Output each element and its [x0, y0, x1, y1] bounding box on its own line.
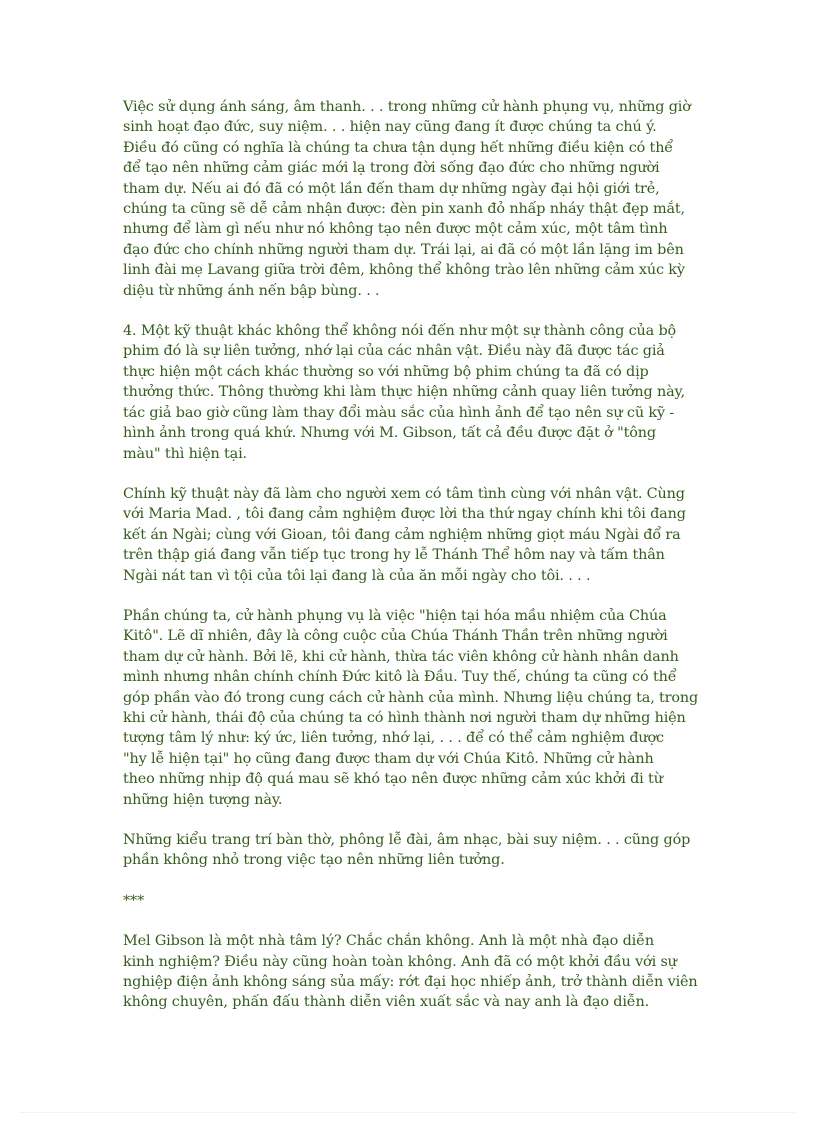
text-line: Việc sử dụng ánh sáng, âm thanh. . . trong những cử hành phụng vụ, những giờ	[123, 99, 691, 115]
text-line: phim đó là sự liên tưởng, nhớ lại của các nhân vật. Điều này đã được tác giả	[123, 343, 665, 360]
text-line: diệu từ những ánh nến bập bùng. . .	[123, 282, 380, 299]
text-line: Điều đó cũng có nghĩa là chúng ta chưa tận dụng hết những điều kiện có thể	[123, 139, 674, 156]
text-line: Ngài nát tan vì tội của tôi lại đang là của ăn mỗi ngày cho tôi. . . .	[123, 567, 591, 584]
paragraph-lighting-sound	[123, 97, 703, 301]
text-line: sinh hoạt đạo đức, suy niệm. . . hiện nay cũng đang ít được chúng ta chú ý.	[123, 119, 657, 136]
paragraph-viewer-empathy	[123, 484, 703, 586]
text-line: 4. Một kỹ thuật khác không thể không nói đến như một sự thành công của bộ	[123, 323, 677, 340]
text-line: đạo đức cho chính những người tham dự. Trái lại, ai đã có một lần lặng im bên	[123, 241, 684, 258]
text-line: Những kiểu trang trí bàn thờ, phông lễ đài, âm nhạc, bài suy niệm. . . cũng góp	[123, 832, 691, 848]
document-body	[123, 97, 703, 1033]
text-line: hình ảnh trong quá khứ. Nhưng với M. Gibson, tất cả đều được đặt ở "tông	[123, 425, 656, 442]
text-line: Chính kỹ thuật này đã làm cho người xem có tâm tình cùng với nhân vật. Cùng	[123, 485, 685, 502]
text-line: theo những nhịp độ quá mau sẽ khó tạo nên được những cảm xúc khởi đi từ	[123, 771, 663, 788]
paragraph-decoration	[123, 830, 703, 871]
text-line: mình nhưng nhân chính chính Đức kitô là Đầu. Tuy thế, chúng ta cũng có thể	[123, 669, 677, 686]
text-line: những hiện tượng này.	[123, 791, 283, 808]
text-line: màu" thì hiện tại.	[123, 445, 247, 462]
page-bottom-divider	[20, 1112, 796, 1113]
text-line: khi cử hành, thái độ của chúng ta có hình thành nơi người tham dự những hiện	[123, 709, 686, 726]
paragraph-technique-association	[123, 321, 703, 464]
text-line: Mel Gibson là một nhà tâm lý? Chắc chắn không. Anh là một nhà đạo diễn	[123, 933, 654, 950]
text-line: kinh nghiệm? Điều này cũng hoàn toàn không. Anh đã có một khởi đầu với sự	[123, 953, 677, 970]
paragraph-liturgy	[123, 606, 703, 810]
text-line: tác giả bao giờ cũng làm thay đổi màu sắc của hình ảnh để tạo nên sự cũ kỹ -	[123, 404, 675, 421]
text-line: nghiệp điện ảnh không sáng sủa mấy: rớt đại học nhiếp ảnh, trở thành diễn viên	[123, 974, 698, 991]
text-line: nhưng để làm gì nếu như nó không tạo nên được một cảm xúc, một tâm tình	[123, 221, 668, 238]
text-line: để tạo nên những cảm giác mới lạ trong đời sống đạo đức cho những người	[123, 160, 660, 177]
text-line: "hy lễ hiện tại" họ cũng đang được tham dự với Chúa Kitô. Những cử hành	[123, 750, 654, 767]
text-line: Kitô". Lẽ dĩ nhiên, đây là công cuộc của Chúa Thánh Thần trên những người	[123, 628, 668, 645]
text-line: chúng ta cũng sẽ dễ cảm nhận được: đèn pin xanh đỏ nhấp nháy thật đẹp mắt,	[123, 201, 685, 218]
text-line: góp phần vào đó trong cung cách cử hành của mình. Nhưng liệu chúng ta, trong	[123, 689, 699, 706]
text-line: phần không nhỏ trong việc tạo nên những liên tưởng.	[123, 852, 505, 869]
text-line: linh đài mẹ Lavang giữa trời đêm, không thể không trào lên những cảm xúc kỳ	[123, 262, 685, 279]
text-line: trên thập giá đang vẫn tiếp tục trong hy lễ Thánh Thể hôm nay và tấm thân	[123, 547, 665, 564]
text-line: không chuyên, phấn đấu thành diễn viên xuất sắc và nay anh là đạo diễn.	[123, 994, 650, 1011]
text-line: kết án Ngài; cùng với Gioan, tôi đang cảm nghiệm những giọt máu Ngài đổ ra	[123, 526, 681, 543]
section-separator: ***	[123, 892, 145, 909]
text-line: thực hiện một cách khác thường so với những bộ phim chúng ta đã có dịp	[123, 363, 649, 380]
text-line: tham dự cử hành. Bởi lẽ, khi cử hành, thừa tác viên không cử hành nhân danh	[123, 648, 679, 665]
text-line: Phần chúng ta, cử hành phụng vụ là việc "hiện tại hóa mầu nhiệm của Chúa	[123, 607, 667, 624]
text-line: tượng tâm lý như: ký ức, liên tưởng, nhớ lại, . . . để có thể cảm nghiệm được	[123, 730, 664, 747]
paragraph-mel-gibson	[123, 931, 703, 1013]
text-line: với Maria Mad. , tôi đang cảm nghiệm được lời tha thứ ngay chính khi tôi đang	[123, 506, 686, 523]
text-line: tham dự. Nếu ai đó đã có một lần đến tham dự những ngày đại hội giới trẻ,	[123, 180, 660, 197]
text-line: thưởng thức. Thông thường khi làm thực hiện những cảnh quay liên tưởng này,	[123, 384, 686, 401]
